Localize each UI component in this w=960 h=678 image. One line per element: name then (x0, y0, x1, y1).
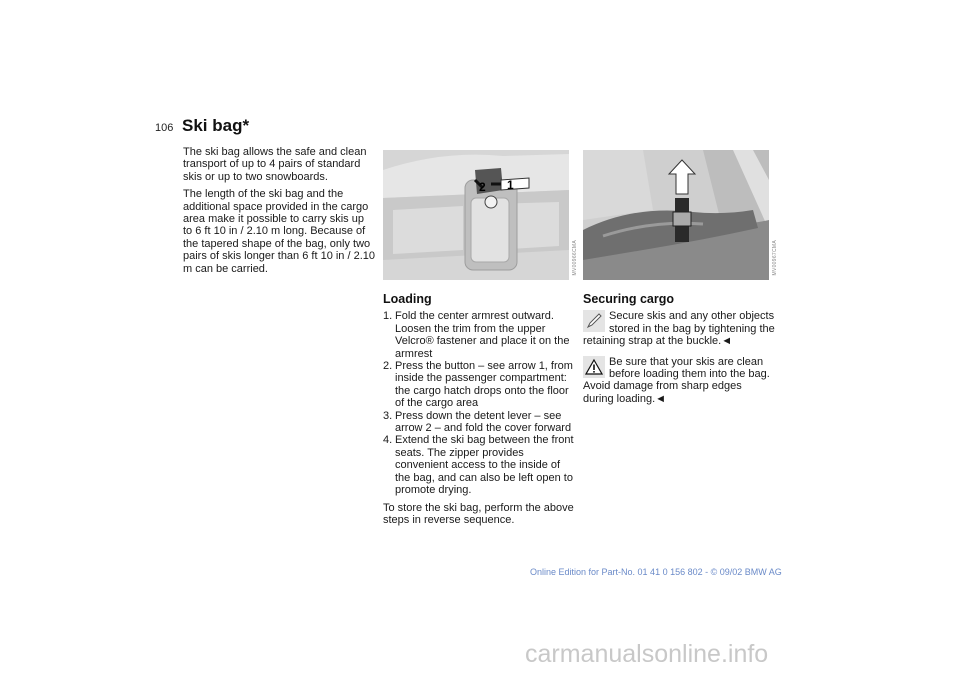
warning-text: Be sure that your skis are clean before loading them into the bag. Avoid damage from sharp edges during loading.◄ (583, 355, 770, 405)
securing-cargo-section (583, 293, 775, 413)
skibag-drawing (583, 150, 769, 280)
list-item (383, 434, 575, 496)
loading-outro: To store the ski bag, perform the above steps in reverse sequence. (383, 501, 574, 526)
image-code: MV00966CMA (572, 240, 578, 276)
info-note (583, 310, 775, 347)
step-number: 3. (383, 409, 393, 422)
intro-column (183, 146, 375, 280)
list-item (383, 310, 575, 360)
loading-steps (383, 310, 575, 496)
armrest-drawing (383, 150, 569, 280)
securing-heading: Securing cargo (583, 292, 674, 306)
step-text: Extend the ski bag between the front seats. The zipper provides convenient access to the inside of the bag, and can also be left open to promote drying. (395, 434, 574, 497)
warning-triangle-icon (583, 356, 605, 378)
armrest-illustration (383, 150, 569, 280)
list-item (383, 410, 575, 435)
note-pencil-icon (583, 310, 605, 332)
warning-note (583, 356, 775, 406)
step-text: Press the button – see arrow 1, from inside the passenger compartment: the cargo hatch drops onto the floor of the cargo area (395, 360, 573, 410)
step-number: 2. (383, 360, 393, 373)
skibag-illustration (583, 150, 769, 280)
arrow-1-label: 1 (507, 178, 514, 192)
arrow-2-label: 2 (479, 180, 486, 194)
step-text: Fold the center armrest outward. Loosen the trim from the upper Velcro® fastener and place it on the armrest (395, 310, 570, 360)
watermark: carmanualsonline.info (525, 640, 769, 668)
note-text: Secure skis and any other objects stored in the bag by tightening the retaining strap at the buckle.◄ (583, 310, 775, 348)
loading-heading: Loading (383, 292, 432, 306)
list-item (383, 360, 575, 410)
loading-section (383, 293, 575, 531)
step-number: 4. (383, 434, 393, 447)
page-title: Ski bag* (182, 116, 250, 135)
page-number: 106 (155, 122, 174, 134)
online-edition-footer: Online Edition for Part-No. 01 41 0 156 802 - © 09/02 BMW AG (530, 567, 782, 577)
intro-paragraph: The ski bag allows the safe and clean transport of up to 4 pairs of standard skis or up to two snowboards. (183, 146, 367, 183)
step-text: Press down the detent lever – see arrow 2 – and fold the cover forward (395, 409, 572, 435)
image-code: MV00967CMA (772, 240, 778, 276)
step-number: 1. (383, 310, 393, 323)
intro-paragraph: The length of the ski bag and the additional space provided in the cargo area make it possible to carry skis up to 6 ft 10 in / 2.10 m long. Because of the tapered shape of the bag, only two pairs of skis longer than 6 ft 10 in / 2.10 m can be carried. (183, 188, 376, 275)
